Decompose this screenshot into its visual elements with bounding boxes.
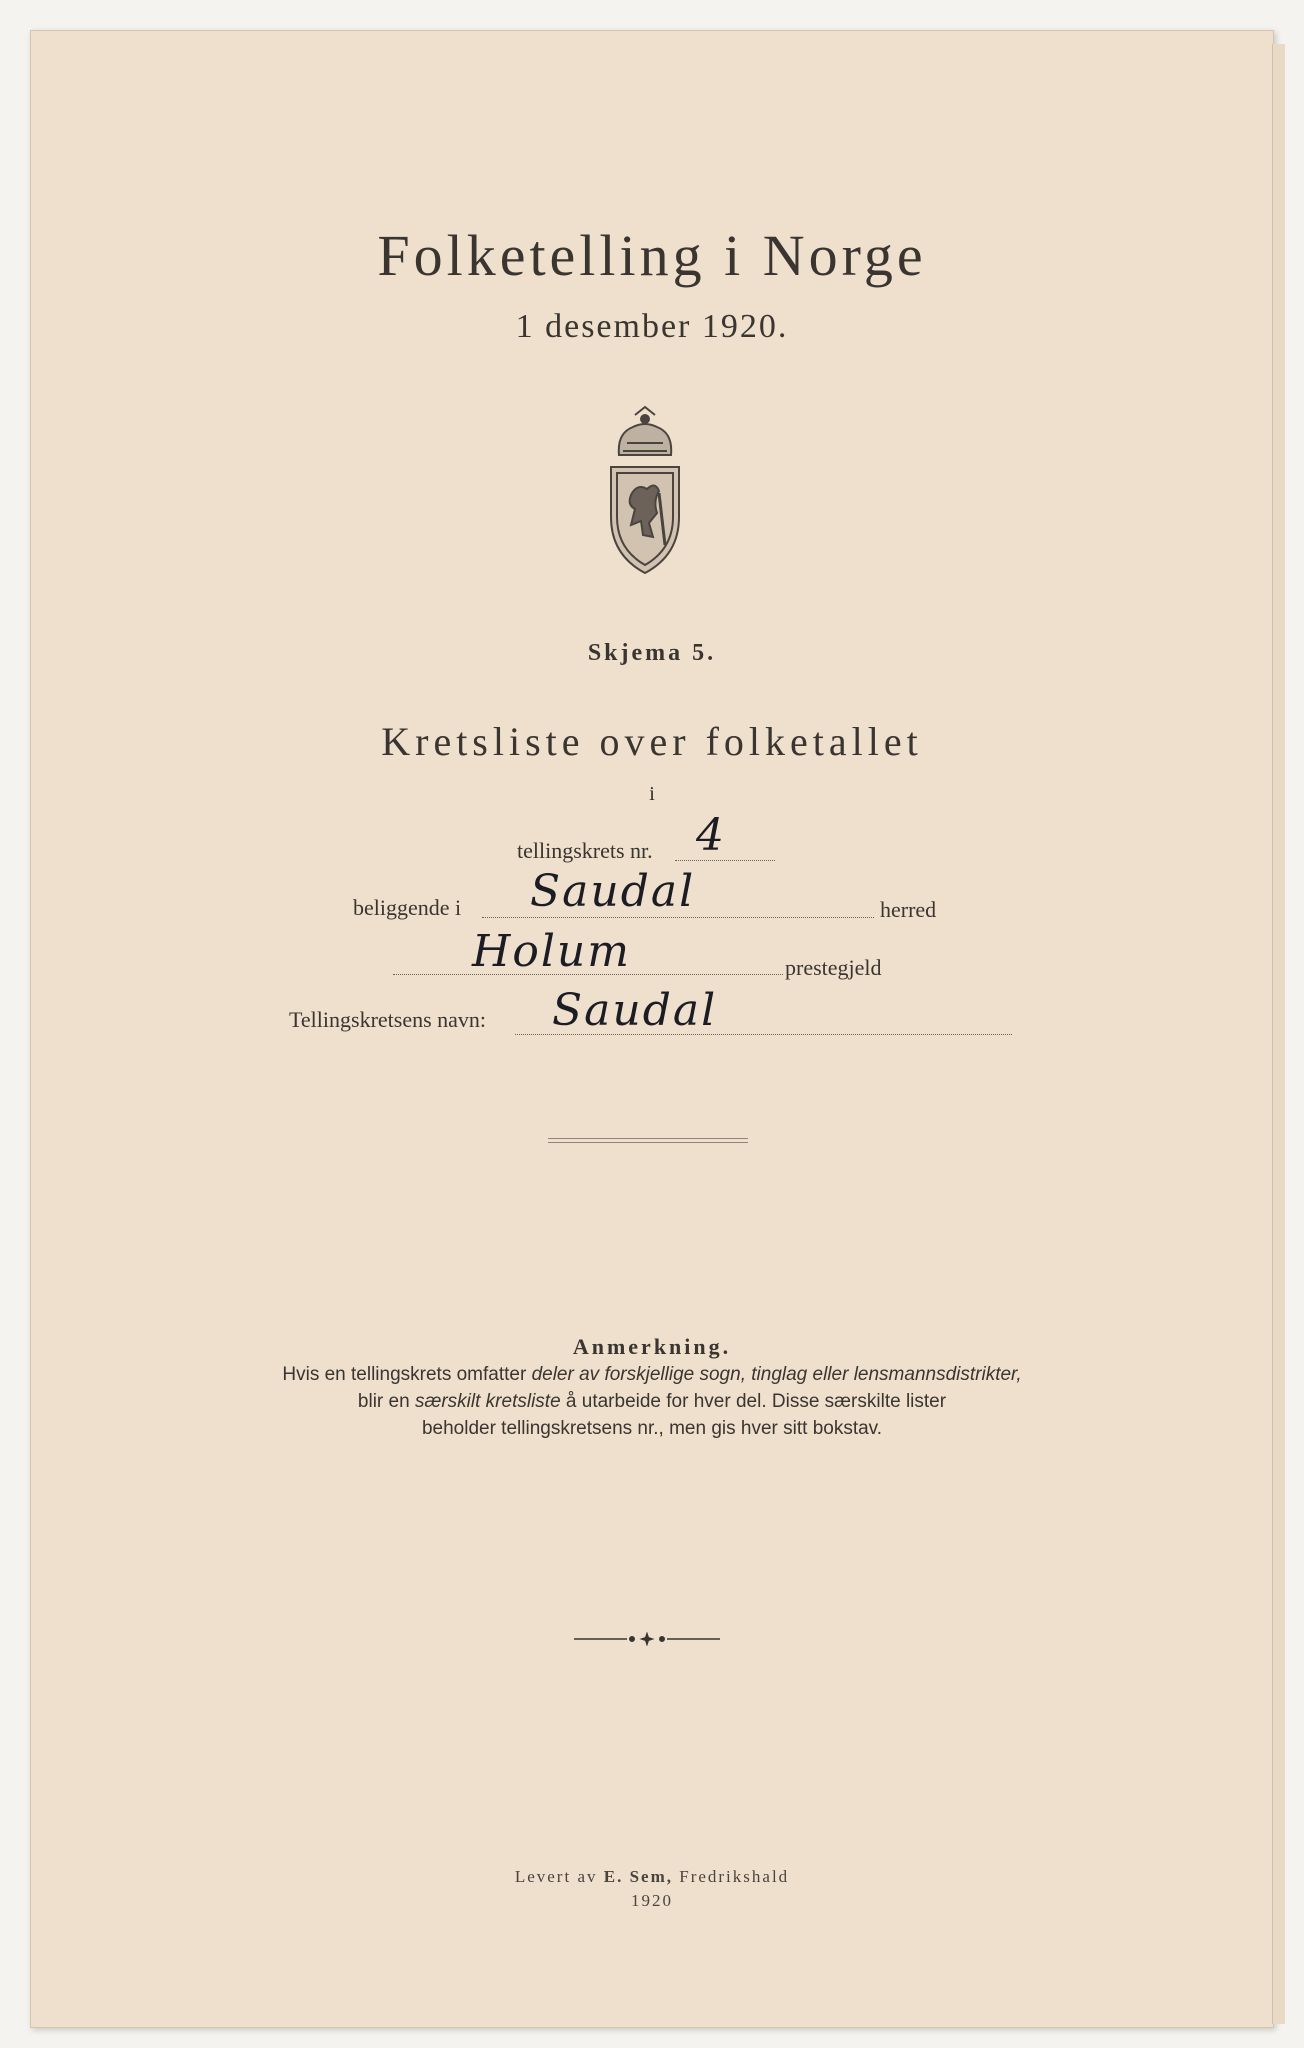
form-number: Skjema 5. (587, 640, 717, 666)
printer-line: Levert av E. Sem, Fredrikshald (514, 1867, 790, 1886)
form-heading: Kretsliste over folketallet (381, 719, 923, 764)
district-name-label: Tellingskretsens navn: (289, 1007, 487, 1032)
municipality-suffix: herred (880, 897, 937, 922)
municipality-line (482, 917, 874, 918)
printer-year: 1920 (631, 1891, 673, 1910)
census-date: 1 desember 1920. (515, 308, 789, 345)
section-divider (548, 1138, 748, 1143)
municipality-value: Saudal (530, 866, 696, 917)
norwegian-coat-of-arms-icon (597, 405, 693, 577)
district-number-value: 4 (696, 810, 726, 861)
parish-value: Holum (472, 926, 631, 977)
note-title: Anmerkning. (572, 1334, 732, 1359)
district-number-label: tellingskrets nr. (517, 838, 653, 863)
connector-text: i (649, 783, 655, 805)
note-line-1: Hvis en tellingskrets omfatter deler av forskjellige sogn, tinglag eller lensmannsdistrikter, (282, 1364, 1022, 1385)
ornament-divider-icon (572, 1632, 722, 1646)
note-line-2: blir en særskilt kretsliste å utarbeide for hver del. Disse særskilte lister (357, 1391, 947, 1412)
parish-suffix: prestegjeld (785, 955, 882, 980)
form-title: Folketelling i Norge (377, 223, 927, 288)
district-name-value: Saudal (552, 985, 718, 1036)
note-line-3: beholder tellingskretsens nr., men gis hver sitt bokstav. (421, 1418, 883, 1439)
located-in-label: beliggende i (353, 895, 462, 920)
